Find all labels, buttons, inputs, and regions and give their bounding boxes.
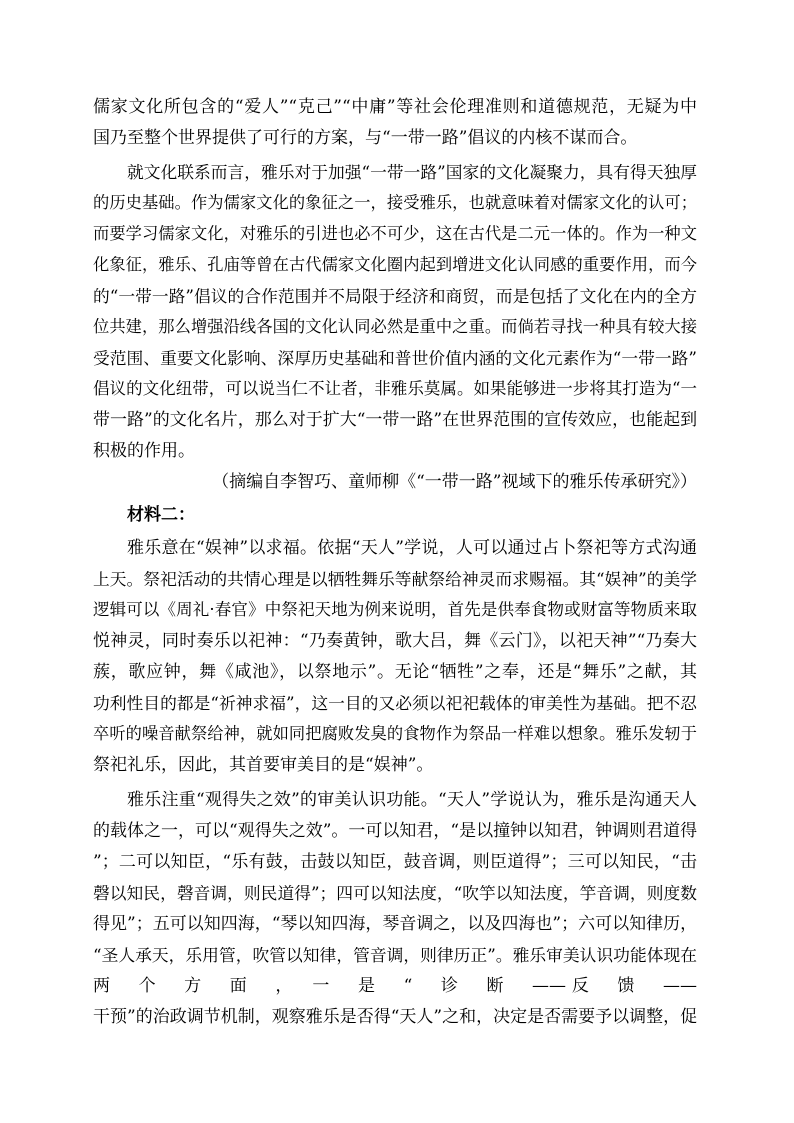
paragraph-line: 两 个 方 面 ， 一 是 “ 诊 断 ——反 馈 —— xyxy=(93,976,697,996)
paragraph-line: 受范围、重要文化影响、深厚历史基础和普世价值内涵的文化元素作为“一带一路” xyxy=(93,348,697,368)
paragraph-line: 就文化联系而言，雅乐对于加强“一带一路”国家的文化凝聚力，具有得天独厚 xyxy=(127,162,697,182)
paragraph-line: 国乃至整个世界提供了可行的方案，与“一带一路”倡议的内核不谋而合。 xyxy=(93,128,638,148)
paragraph-line: 积极的作用。 xyxy=(93,441,195,461)
paragraph-line: “圣人承天，乐用管，吹管以知律，管音调，则律历正”。雅乐审美认识功能体现在 xyxy=(93,945,697,965)
paragraph-line: 逻辑可以《周礼·春官》中祭祀天地为例来说明，首先是供奉食物或财富等物质来取 xyxy=(93,600,697,619)
paragraph-line: 卒听的噪音献祭给神，就如同把腐败发臭的食物作为祭品一样难以想象。雅乐发轫于 xyxy=(93,724,697,743)
paragraph-line: ”；二可以知臣，“乐有鼓，击鼓以知臣，鼓音调，则臣道得”；三可以知民，“击 xyxy=(93,852,697,872)
paragraph-line: 而要学习儒家文化，对雅乐的引进也必不可少，这在古代是二元一体的。作为一种文 xyxy=(93,224,697,243)
paragraph-line: 干预”的治政调节机制，观察雅乐是否得“天人”之和，决定是否需要予以调整，促 xyxy=(93,1007,697,1027)
section-heading: 材料二： xyxy=(127,505,195,525)
paragraph-line: 得见”；五可以知四海，“琴以知四海，琴音调之，以及四海也”；六可以知律历， xyxy=(93,914,697,934)
paragraph-line: 位共建，那么增强沿线各国的文化认同必然是重中之重。而倘若寻找一种具有较大接 xyxy=(93,317,697,336)
paragraph-line: 悦神灵，同时奏乐以祀神：“乃奏黄钟，歌大吕，舞《云门》，以祀天神”“乃奏大 xyxy=(93,631,697,651)
paragraph-line: 雅乐注重“观得失之效”的审美认识功能。“天人”学说认为，雅乐是沟通天人 xyxy=(127,790,697,810)
paragraph-line: 上天。祭祀活动的共情心理是以牺牲舞乐等献祭给神灵而求赐福。其“娱神”的美学 xyxy=(93,569,697,589)
paragraph-line: 倡议的文化纽带，可以说当仁不让者，非雅乐莫属。如果能够进一步将其打造为“一 xyxy=(93,379,697,398)
paragraph-line: 雅乐意在“娱神”以求福。依据“天人”学说，人可以通过占卜祭祀等方式沟通 xyxy=(127,538,697,558)
paragraph-line: 磬以知民，磬音调，则民道得”；四可以知法度，“吹竽以知法度，竽音调，则度数 xyxy=(93,883,697,903)
paragraph-line: 的载体之一，可以“观得失之效”。一可以知君，“是以撞钟以知君，钟调则君道得 xyxy=(93,821,697,841)
paragraph-line: 的历史基础。作为儒家文化的象征之一，接受雅乐，也就意味着对儒家文化的认可； xyxy=(93,193,697,212)
paragraph-line: 功利性目的都是“祈神求福”，这一目的又必须以祀祀载体的审美性为基础。把不忍 xyxy=(93,693,697,713)
source-citation: （摘编自李智巧、童师柳《“一带一路”视域下的雅乐传承研究》） xyxy=(212,472,697,492)
paragraph-line: 儒家文化所包含的“爱人”“克己”“中庸”等社会伦理准则和道德规范，无疑为中 xyxy=(93,97,697,117)
paragraph-line: 蔟，歌应钟，舞《咸池》，以祭地示”。无论“牺牲”之奉，还是“舞乐”之献，其 xyxy=(93,662,697,682)
paragraph-line: 化象征，雅乐、孔庙等曾在古代儒家文化圈内起到增进文化认同感的重要作用，而今 xyxy=(93,255,697,274)
paragraph-line: 祭祀礼乐，因此，其首要审美目的是“娱神”。 xyxy=(93,755,434,775)
paragraph-line: 带一路”的文化名片，那么对于扩大“一带一路”在世界范围的宣传效应，也能起到 xyxy=(93,410,697,430)
paragraph-line: 的“一带一路”倡议的合作范围并不局限于经济和商贸，而是包括了文化在内的全方 xyxy=(93,286,697,306)
